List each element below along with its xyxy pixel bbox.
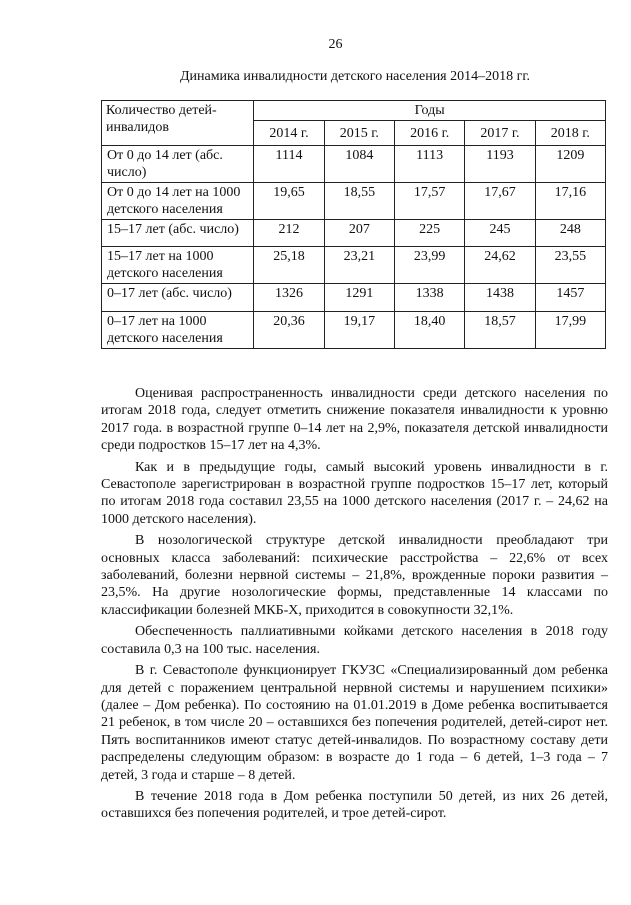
table-cell: 23,55 xyxy=(535,247,605,284)
years-header: Годы xyxy=(254,101,606,121)
row-label: От 0 до 14 лет (абс. число) xyxy=(102,146,254,183)
row-label: 15–17 лет на 1000 детского населения xyxy=(102,247,254,284)
table-cell: 1438 xyxy=(465,284,535,312)
table-cell: 1113 xyxy=(394,146,464,183)
row-label: От 0 до 14 лет на 1000 детского населения xyxy=(102,183,254,220)
table-cell: 17,16 xyxy=(535,183,605,220)
paragraph: Обеспеченность паллиативными койками детского населения в 2018 году составила 0,3 на 100 тыс. населения. xyxy=(101,624,608,657)
paragraph: Оценивая распространенность инвалидности среди детского населения по итогам 2018 года, следует отметить снижение показателя инвалидности к уровню 2017 года. в возрастной группе 0–14 лет на 2,9%, показателя детской инвалидности среди подростков 15–17 лет на 4,3%. xyxy=(101,386,608,454)
table-cell: 207 xyxy=(324,220,394,247)
table-cell: 18,40 xyxy=(394,312,464,349)
table-row xyxy=(102,220,606,247)
page-number: 26 xyxy=(328,37,343,52)
table-cell: 1193 xyxy=(465,146,535,183)
table-cell: 23,99 xyxy=(394,247,464,284)
year-header: 2016 г. xyxy=(394,121,464,146)
table-cell: 23,21 xyxy=(324,247,394,284)
paragraph: В г. Севастополе функционирует ГКУЗС «Специализированный дом ребенка для детей с поражением центральной нервной системы и нарушением психики» (далее – Дом ребенка). По состоянию на 01.01.2019 в Доме ребенка воспитывается 21 ребенок, в том числе 20 – оставшихся без попечения родителей, детей-сирот нет. Пять воспитанников имеют статус детей-инвалидов. По возрастному составу дети распределены следующим образом: в возрасте до 1 года – 6 детей, 1–3 года – 7 детей, 3 года и старше – 8 детей. xyxy=(101,663,608,783)
table-cell: 212 xyxy=(254,220,324,247)
table-row xyxy=(102,284,606,312)
table-corner-header: Количество детей-инвалидов xyxy=(102,101,254,146)
year-header: 2015 г. xyxy=(324,121,394,146)
disability-dynamics-table xyxy=(101,100,606,349)
table-cell: 17,99 xyxy=(535,312,605,349)
paragraph: Как и в предыдущие годы, самый высокий уровень инвалидности в г. Севастополе зарегистрирован в возрастной группе подростков 15–17 лет, который по итогам 2018 года составил 23,55 на 1000 детского населения (2017 г. – 24,62 на 1000 детского населения). xyxy=(101,459,608,527)
table-row xyxy=(102,247,606,284)
table-cell: 18,57 xyxy=(465,312,535,349)
year-header: 2014 г. xyxy=(254,121,324,146)
table-cell: 19,17 xyxy=(324,312,394,349)
year-header: 2018 г. xyxy=(535,121,605,146)
row-label: 0–17 лет (абс. число) xyxy=(102,284,254,312)
table-cell: 1457 xyxy=(535,284,605,312)
row-label: 15–17 лет (абс. число) xyxy=(102,220,254,247)
table-cell: 24,62 xyxy=(465,247,535,284)
table-cell: 17,57 xyxy=(394,183,464,220)
table-row xyxy=(102,146,606,183)
table-cell: 225 xyxy=(394,220,464,247)
table-cell: 25,18 xyxy=(254,247,324,284)
table-cell: 17,67 xyxy=(465,183,535,220)
table-cell: 18,55 xyxy=(324,183,394,220)
table-row xyxy=(102,312,606,349)
table-cell: 20,36 xyxy=(254,312,324,349)
table-cell: 1114 xyxy=(254,146,324,183)
body-text xyxy=(101,385,608,827)
paragraph: В нозологической структуре детской инвалидности преобладают три основных класса заболеваний: психические расстройства – 22,6% от всех заболеваний, болезни нервной системы – 21,8%, врожденные пороки развития – 23,5%. На другие нозологические формы, представленные 14 классами по классификации болезней МКБ-Х, приходится в совокупности 32,1%. xyxy=(101,533,608,618)
row-label: 0–17 лет на 1000 детского населения xyxy=(102,312,254,349)
table-cell: 245 xyxy=(465,220,535,247)
table-cell: 1209 xyxy=(535,146,605,183)
table-cell: 248 xyxy=(535,220,605,247)
table-cell: 1291 xyxy=(324,284,394,312)
table-row xyxy=(102,183,606,220)
table-title: Динамика инвалидности детского населения 2014–2018 гг. xyxy=(179,69,531,84)
year-header: 2017 г. xyxy=(465,121,535,146)
paragraph: В течение 2018 года в Дом ребенка поступили 50 детей, из них 26 детей, оставшихся без попечения родителей, и трое детей-сирот. xyxy=(101,788,608,822)
table-cell: 1084 xyxy=(324,146,394,183)
table-cell: 19,65 xyxy=(254,183,324,220)
table-cell: 1326 xyxy=(254,284,324,312)
table-cell: 1338 xyxy=(394,284,464,312)
